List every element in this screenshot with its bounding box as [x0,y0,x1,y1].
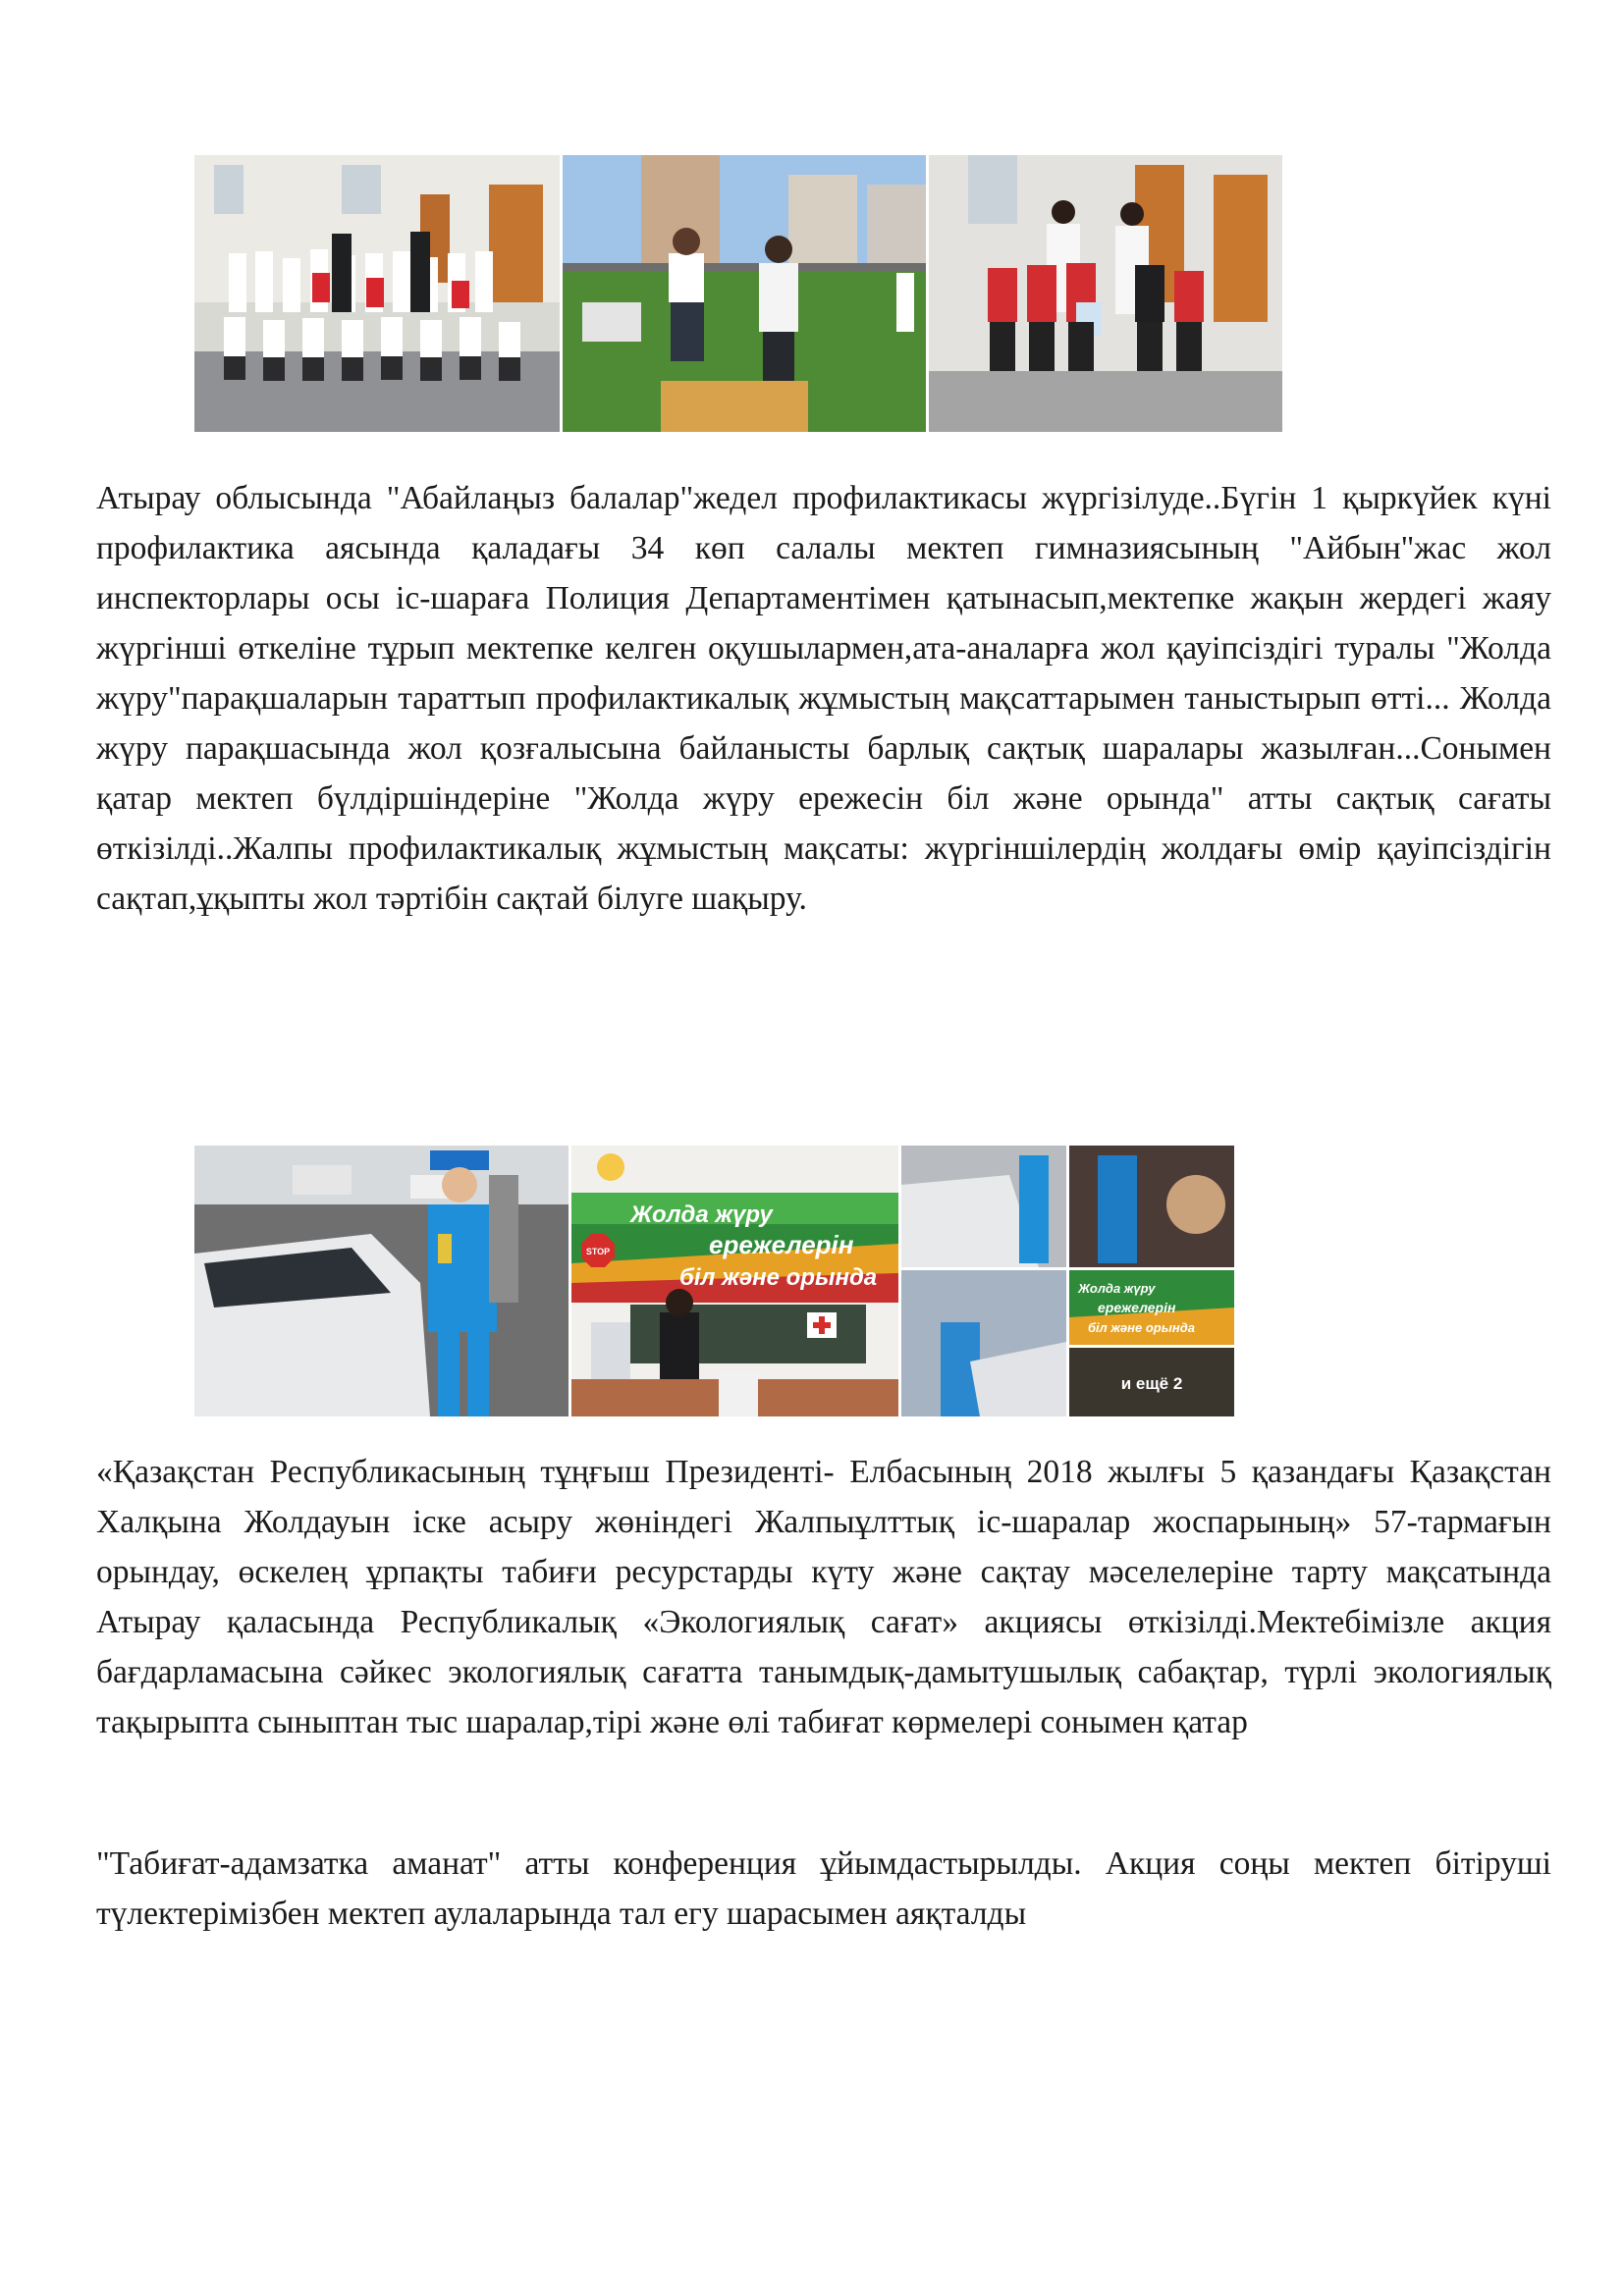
banner-line-2: ережелерін [709,1230,854,1259]
photo-row-1 [194,155,1282,432]
group-photo-students [194,155,560,432]
collage-banner-line-2: ережелерін [1098,1300,1176,1315]
banner-line-1: Жолда жүру [630,1201,773,1228]
collage-banner-line-1: Жолда жүру [1078,1281,1156,1296]
paragraph-conference: "Табиғат-адамзатка аманат" атты конференция ұйымдастырылды. Акция соңы мектеп бітіруші түлектерімізбен мектеп аулаларында тал егу шарасымен аяқталды [96,1845,1551,1932]
young-inspector-with-car [194,1146,568,1416]
collage-traffic-inspectors [901,1146,1234,1416]
classroom-road-rules [571,1146,898,1416]
collage-more-label[interactable]: и ещё 2 [1120,1374,1183,1393]
collage-banner-line-3: біл және орында [1088,1320,1195,1335]
paragraph-ecology-hour: «Қазақстан Республикасының тұңғыш Президенті- Елбасының 2018 жылғы 5 қазандағы Қазақстан Халқына Жолдауын іске асыру жөніндегі Жалпыұлттық іс-шаралар жоспарының» 57-тармағын орындау, өскелең ұрпақты табиғи ресурстарды күту және сақтау мәселелеріне тарту мақсатында Атырау қаласында Республикалық «Экологиялық сағат» акциясы өткізілді.Мектебімізле акция бағдарламасына сәйкес экологиялық сағатта танымдық-дамытушылық сабақтар, түрлі экологиялық тақырыпта сыныптан тыс шаралар,тірі және өлі табиғат көрмелері сонымен қатар [96,1454,1551,1740]
paragraph-road-safety: Атырау облысында "Абайлаңыз балалар"жедел профилактикасы жүргізілуде..Бүгін 1 қыркүйек күні профилактика аясында қаладағы 34 көп салалы мектеп гимназиясының "Айбын"жас жол инспекторлары осы іс-шараға Полиция Департаментімен қатынасып,мектепке жақын жердегі жаяу жүргінші өткеліне тұрып мектепке келген оқушылармен,ата-аналарға жол қауіпсіздігі туралы "Жолда жүру"парақшаларын тараттып профилактикалық жұмыстың мақсаттарымен таныстырып өтті... Жолда жүру парақшасында жол қозғалысына байланысты барлық сақтық шаралары жазылған...Сонымен қатар мектеп бүлдіршіндеріне "Жолда жүру ережесін біл және орында" атты сақтық сағаты өткізілді..Жалпы профилактикалық жұмыстың мақсаты: жүргіншілердің жолдағы өмір қауіпсіздігін сақтап,ұқыпты жол тәртібін сақтай білуге шақыру. [96,480,1551,917]
banner-line-3: біл және орында [679,1264,878,1291]
photo-row-2 [194,1146,1234,1416]
winners-with-teachers [929,155,1282,432]
stop-sign-label: STOP [585,1247,611,1256]
award-ceremony-field [563,155,926,432]
